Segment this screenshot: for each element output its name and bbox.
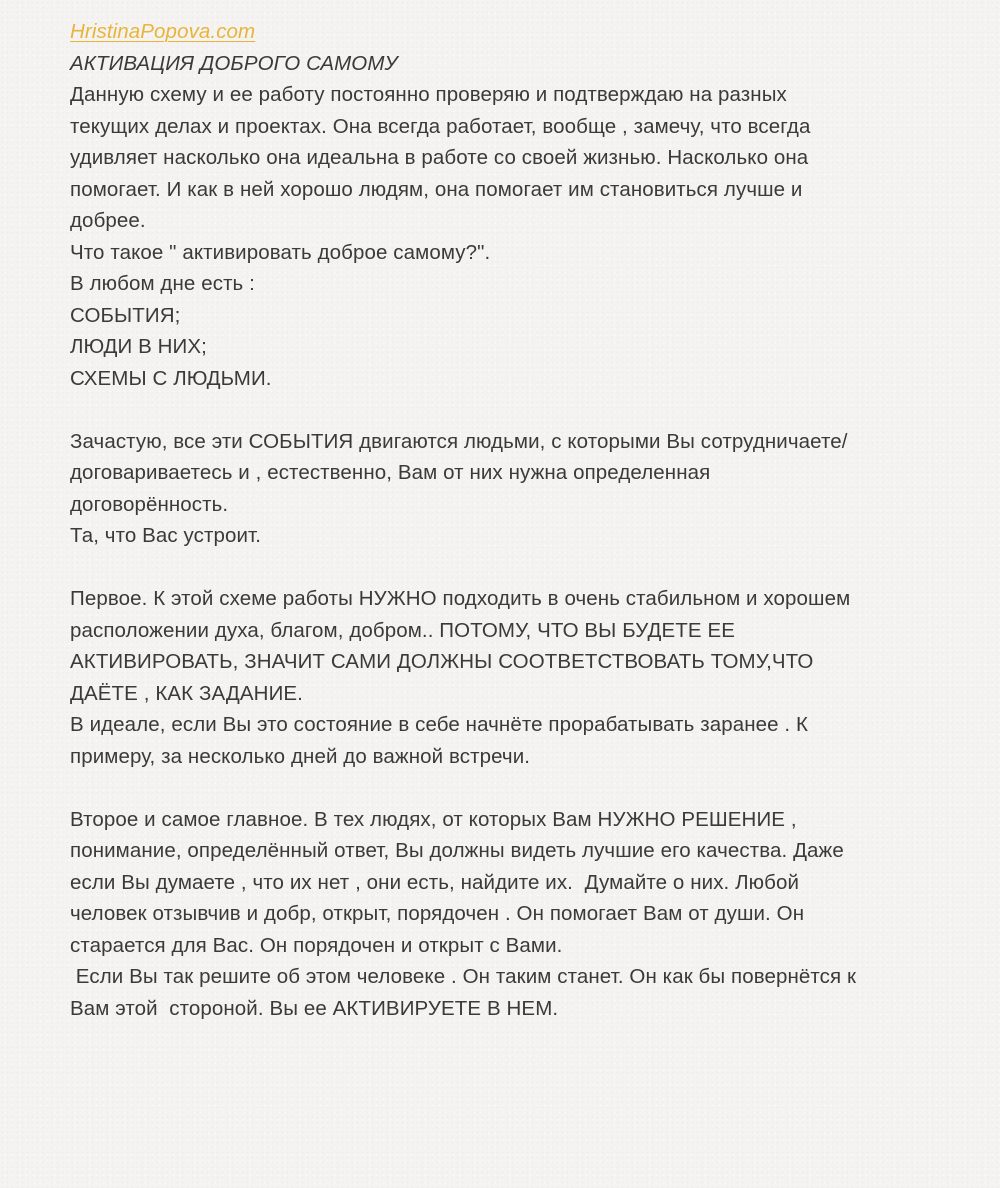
intro-line: помогает. И как в ней хорошо людям, она помогает им становиться лучше и xyxy=(70,177,803,201)
para3-line: Первое. К этой схеме работы НУЖНО подходить в очень стабильном и хорошем xyxy=(70,587,851,610)
intro-question: Что такое " активировать доброе самому?". xyxy=(70,240,491,264)
para2-line: Та, что Вас устроит. xyxy=(70,524,262,547)
para3-line: В идеале, если Вы это состояние в себе начнёте прорабатывать заранее . К xyxy=(70,713,809,736)
para4-line: Второе и самое главное. В тех людях, от которых Вам НУЖНО РЕШЕНИЕ , xyxy=(70,807,797,831)
article xyxy=(70,16,950,1024)
para3-line: примеру, за несколько дней до важной встречи. xyxy=(70,744,531,768)
paragraph-gap xyxy=(70,552,950,584)
intro-line: добрее. xyxy=(70,209,146,232)
paragraph-gap xyxy=(70,772,950,804)
list-item-events: СОБЫТИЯ; xyxy=(70,303,181,327)
para3-line: АКТИВИРОВАТЬ, ЗНАЧИТ САМИ ДОЛЖНЫ СООТВЕТСТВОВАТЬ ТОМУ,ЧТО xyxy=(70,650,814,673)
site-link[interactable]: HristinaPopova.com xyxy=(70,20,256,43)
para2-line: договорённость. xyxy=(70,492,229,516)
para4-line: Вам этой стороной. Вы ее АКТИВИРУЕТЕ В НЕМ. xyxy=(70,996,559,1020)
intro-line: текущих делах и проектах. Она всегда работает, вообще , замечу, что всегда xyxy=(70,114,811,138)
article-title: АКТИВАЦИЯ ДОБРОГО САМОМУ xyxy=(70,51,398,75)
para4-line: понимание, определённый ответ, Вы должны видеть лучшие его качества. Даже xyxy=(70,839,844,862)
para4-line: если Вы думаете , что их нет , они есть, найдите их. Думайте о них. Любой xyxy=(70,870,800,894)
list-item-schemes: СХЕМЫ С ЛЮДЬМИ. xyxy=(70,366,272,390)
list-item-people: ЛЮДИ В НИХ; xyxy=(70,335,207,358)
para4-line: Если Вы так решите об этом человеке . Он таким станет. Он как бы повернётся к xyxy=(70,965,857,988)
para4-line: старается для Вас. Он порядочен и открыт с Вами. xyxy=(70,933,563,957)
para2-line: договариваетесь и , естественно, Вам от них нужна определенная xyxy=(70,461,711,484)
para3-line: расположении духа, благом, добром.. ПОТОМУ, ЧТО ВЫ БУДЕТЕ ЕЕ xyxy=(70,618,736,642)
intro-day-has: В любом дне есть : xyxy=(70,272,255,295)
paragraph-gap xyxy=(70,394,950,426)
para3-line: ДАЁТЕ , КАК ЗАДАНИЕ. xyxy=(70,681,303,705)
intro-line: удивляет насколько она идеальна в работе со своей жизнью. Насколько она xyxy=(70,146,809,169)
para4-line: человек отзывчив и добр, открыт, порядочен . Он помогает Вам от души. Он xyxy=(70,902,805,925)
intro-line: Данную схему и ее работу постоянно проверяю и подтверждаю на разных xyxy=(70,83,787,106)
para2-line: Зачастую, все эти СОБЫТИЯ двигаются людьми, с которыми Вы сотрудничаете/ xyxy=(70,429,848,453)
